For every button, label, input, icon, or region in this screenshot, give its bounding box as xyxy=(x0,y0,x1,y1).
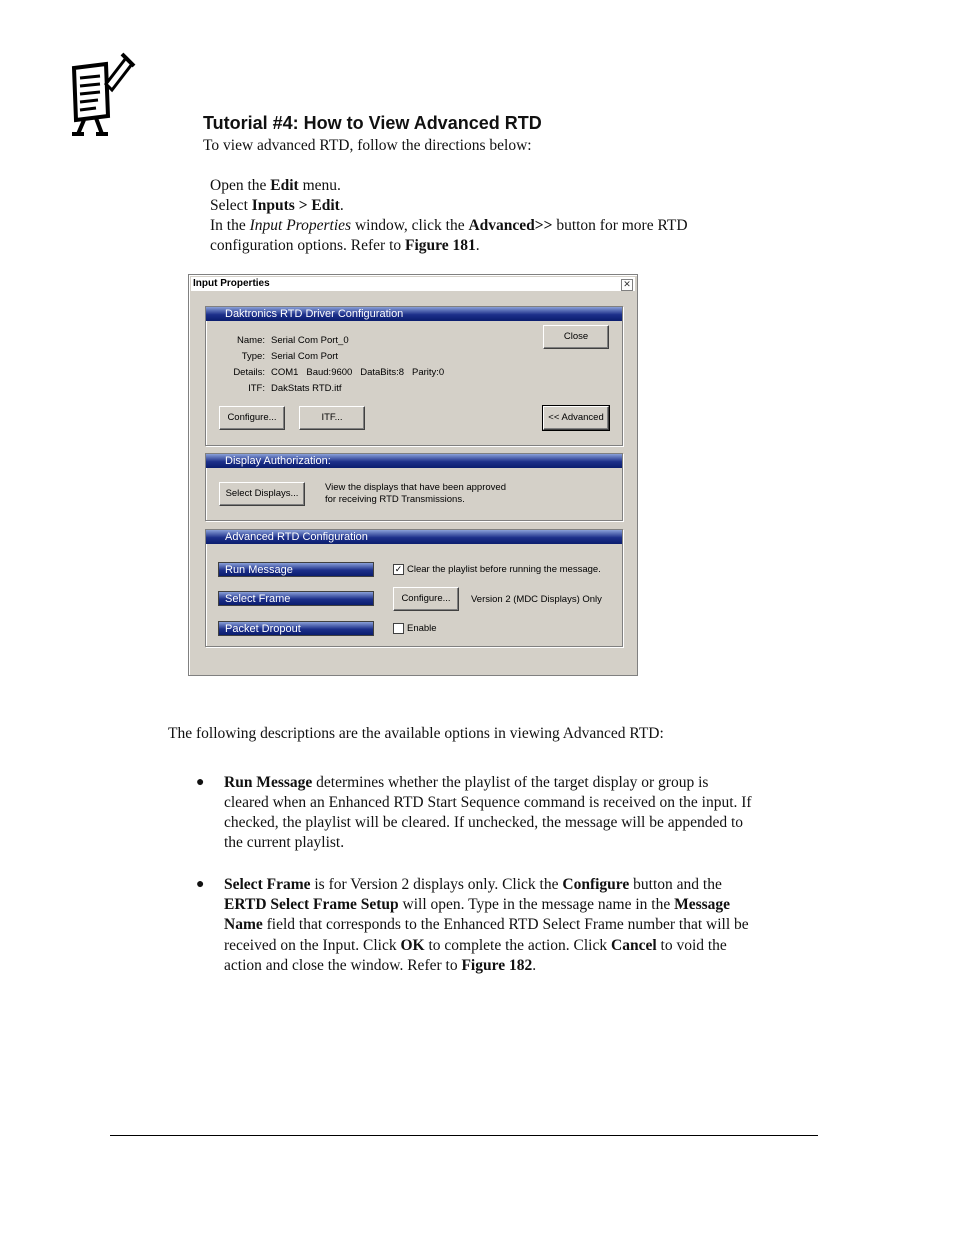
driver-config-header: Daktronics RTD Driver Configuration xyxy=(206,307,622,321)
intro-text: To view advanced RTD, follow the directions below: xyxy=(203,137,532,154)
clear-playlist-checkbox[interactable]: ✓ xyxy=(394,564,403,574)
select-frame-label: Select Frame xyxy=(218,591,374,606)
type-value: Serial Com Port xyxy=(271,351,339,362)
close-button[interactable]: Close xyxy=(543,325,609,349)
type-label: Type: xyxy=(241,351,265,362)
itf-label: ITF: xyxy=(248,383,265,394)
itf-value: DakStats RTD.itf xyxy=(271,383,342,394)
bullet2-line1: Select Frame is for Version 2 displays only. Click the Configure button and the xyxy=(224,876,722,893)
select-frame-configure-button[interactable]: Configure... xyxy=(393,587,459,611)
enable-checkbox[interactable] xyxy=(393,623,404,634)
step-3: In the Input Properties window, click the Advanced>> button for more RTD xyxy=(210,217,688,234)
bullet1-line3: checked, the playlist will be cleared. If unchecked, the message will be appended to xyxy=(224,814,744,831)
tutorial-title: Tutorial #4: How to View Advanced RTD xyxy=(203,113,542,133)
details-label: Details: xyxy=(233,367,265,378)
tutorial-logo-icon xyxy=(62,50,138,138)
bullet-icon: ● xyxy=(196,877,205,892)
bullet2-line5: action and close the window. Refer to Figure 182. xyxy=(224,957,537,974)
authorization-desc-2: for receiving RTD Transmissions. xyxy=(325,494,465,505)
configure-button[interactable]: Configure... xyxy=(219,406,285,430)
advanced-button[interactable]: << Advanced xyxy=(543,406,609,430)
name-label: Name: xyxy=(237,335,265,346)
authorization-desc-1: View the displays that have been approved xyxy=(325,482,506,493)
clear-playlist-label: Clear the playlist before running the message. xyxy=(407,564,601,575)
dialog-title: Input Properties xyxy=(193,278,270,289)
following-text: The following descriptions are the available options in viewing Advanced RTD: xyxy=(168,725,664,742)
footer-rule xyxy=(110,1135,818,1136)
run-message-label: Run Message xyxy=(218,562,374,577)
bullet-icon: ● xyxy=(196,775,205,790)
name-value: Serial Com Port_0 xyxy=(271,335,349,346)
packet-dropout-label: Packet Dropout xyxy=(218,621,374,636)
dialog-title-bar xyxy=(191,277,635,291)
bullet2-line4: received on the Input. Click OK to complete the action. Click Cancel to void the xyxy=(224,937,727,954)
step-2: Select Inputs > Edit. xyxy=(210,197,344,214)
enable-label: Enable xyxy=(407,623,437,634)
version-note: Version 2 (MDC Displays) Only xyxy=(471,594,602,605)
bullet2-line3: Name field that corresponds to the Enhanced RTD Select Frame number that will be xyxy=(224,916,749,933)
select-displays-button[interactable]: Select Displays... xyxy=(219,482,305,506)
bullet1-line4: the current playlist. xyxy=(224,834,345,851)
step-1: Open the Edit menu. xyxy=(210,177,341,194)
bullet1-line2: cleared when an Enhanced RTD Start Sequence command is received on the input. If xyxy=(224,794,752,811)
itf-button[interactable]: ITF... xyxy=(299,406,365,430)
bullet1-line1: Run Message determines whether the playlist of the target display or group is xyxy=(224,774,709,791)
details-value: COM1 Baud:9600 DataBits:8 Parity:0 xyxy=(271,367,445,378)
advanced-rtd-header: Advanced RTD Configuration xyxy=(206,530,622,544)
bullet2-line2: ERTD Select Frame Setup will open. Type in the message name in the Message xyxy=(224,896,731,913)
close-icon[interactable]: ✕ xyxy=(621,279,633,291)
display-authorization-header: Display Authorization: xyxy=(206,454,622,468)
step-3-cont: configuration options. Refer to Figure 181. xyxy=(210,237,480,254)
input-properties-dialog xyxy=(188,274,638,676)
